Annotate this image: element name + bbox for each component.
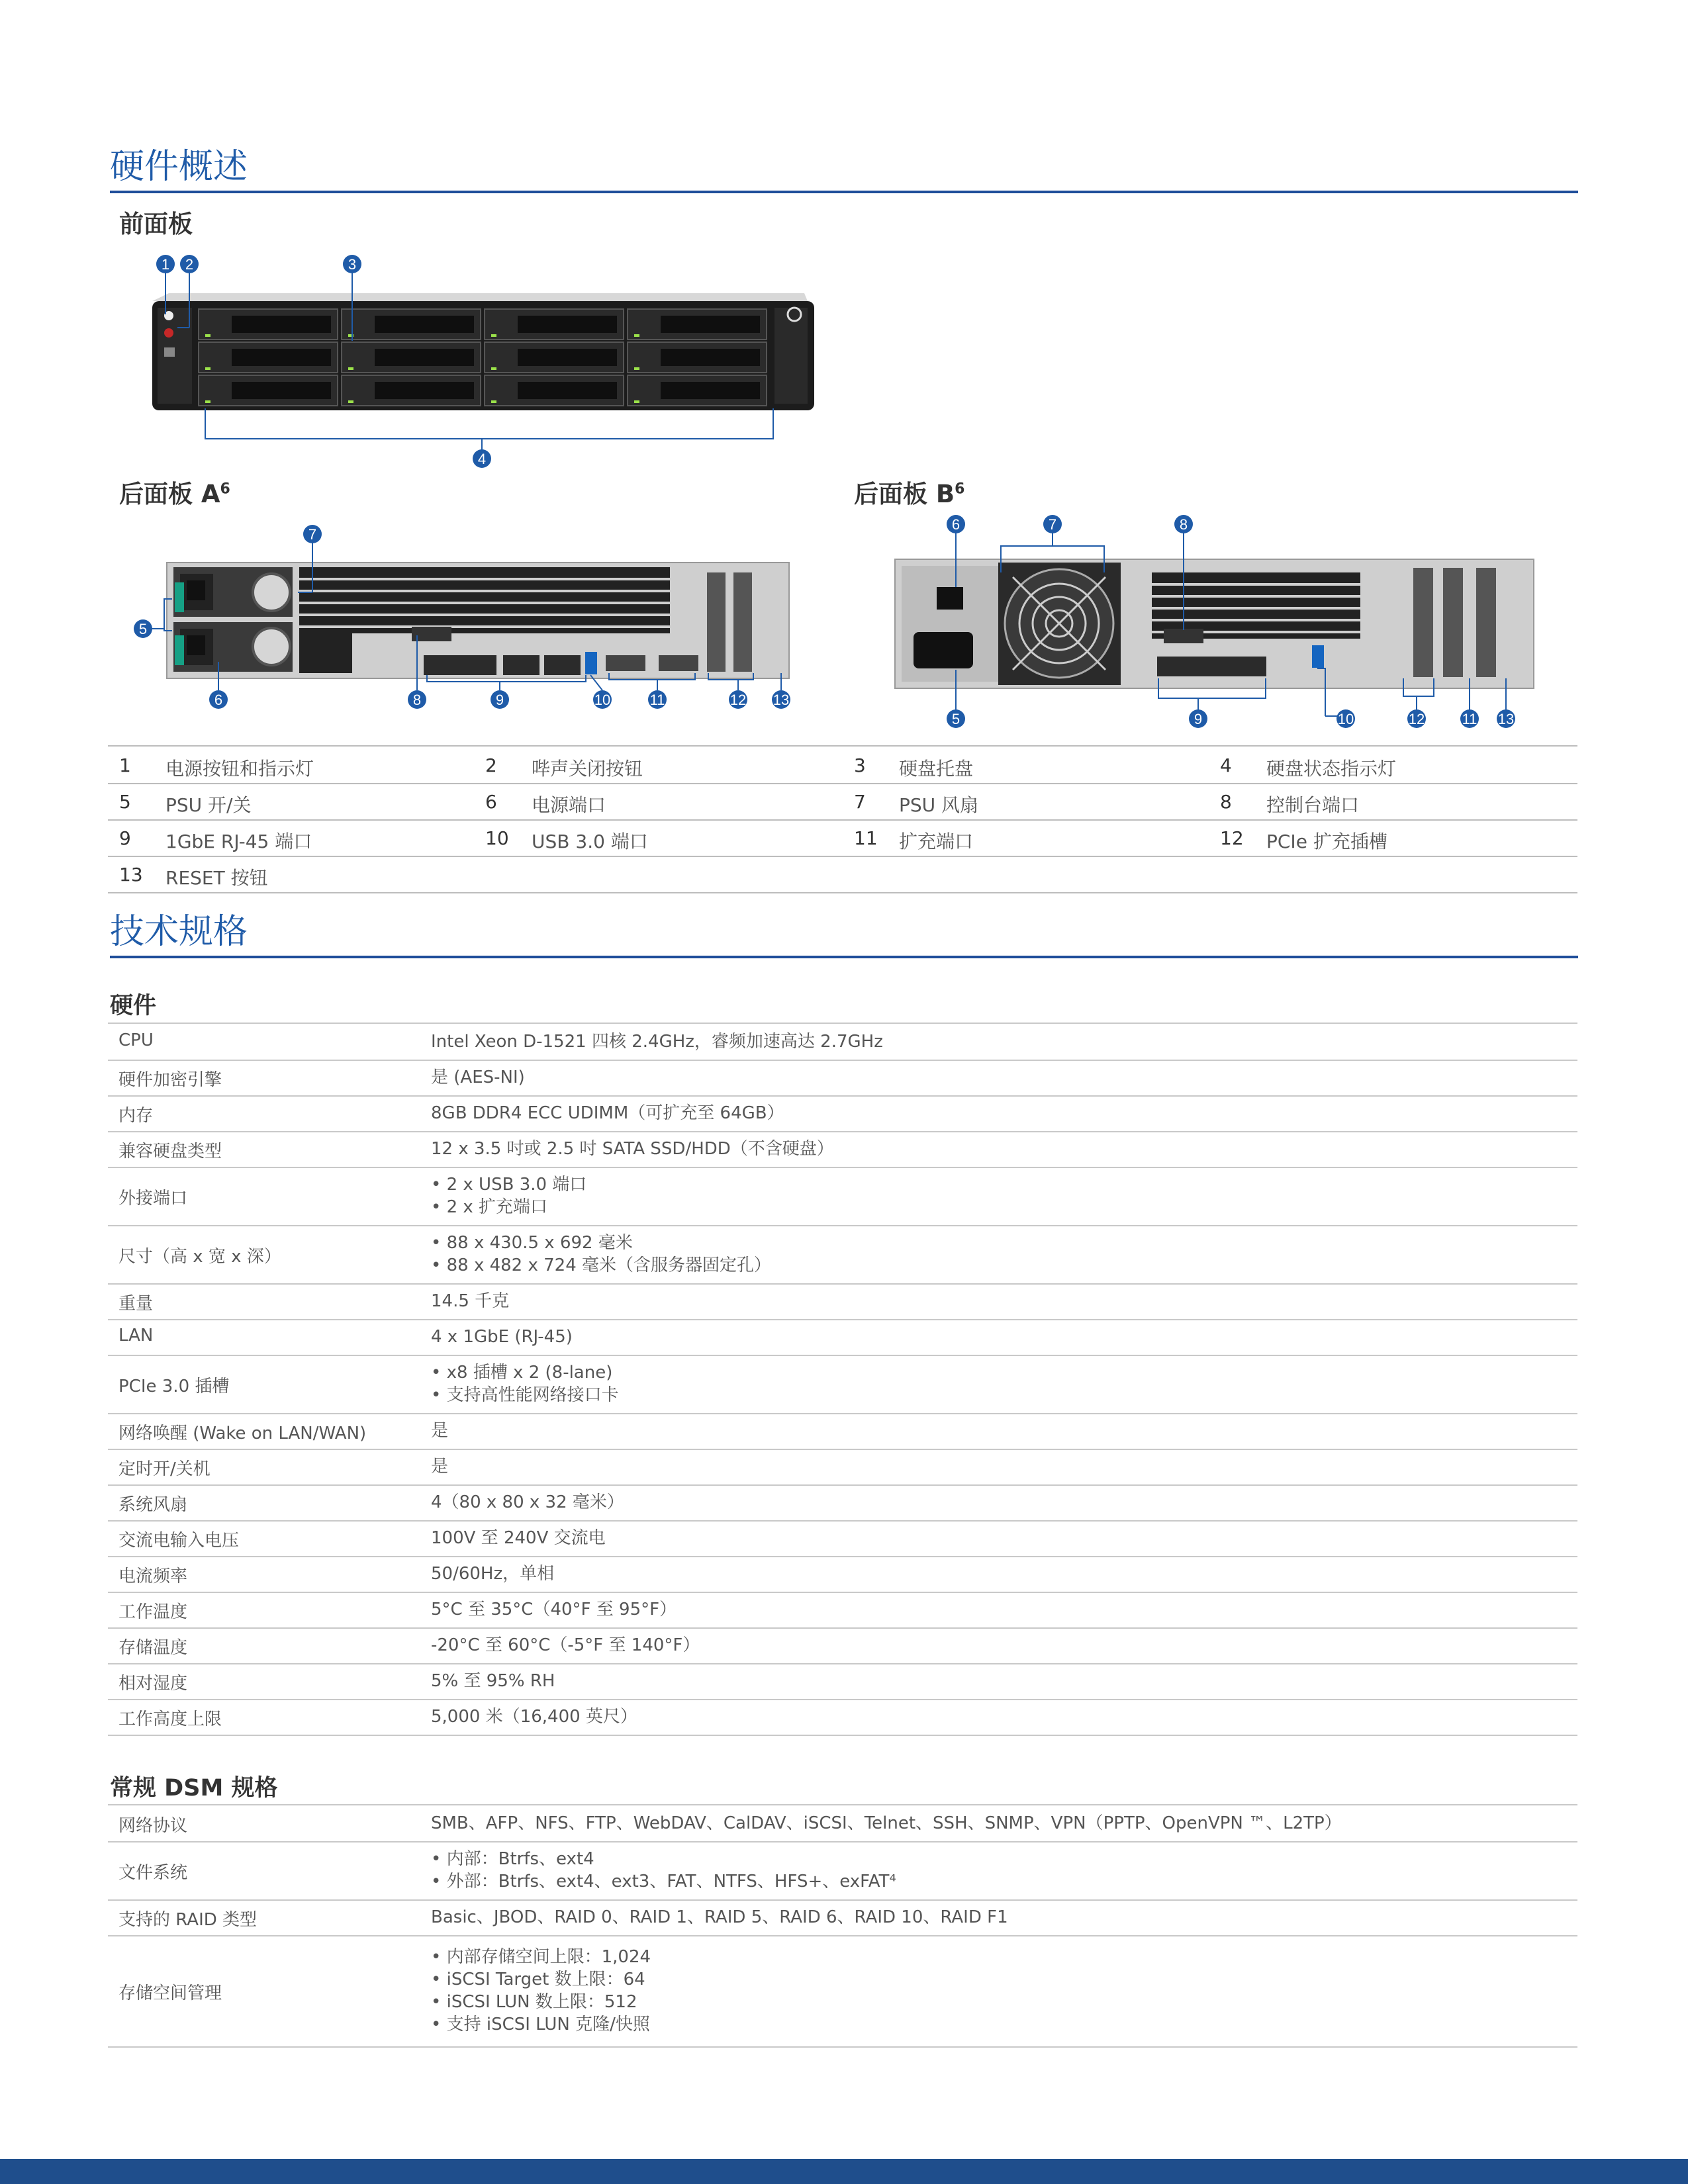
legend-label: 硬盘状态指示灯 — [1266, 758, 1397, 780]
spec-value-line: 5% 至 95% RH — [431, 1671, 555, 1691]
legend-label: PSU 风扇 — [899, 794, 979, 816]
legend-number: 4 — [1220, 754, 1232, 776]
spec-value — [431, 1232, 771, 1277]
legend-number: 8 — [1220, 791, 1232, 813]
svg-text:6: 6 — [951, 516, 961, 533]
spec-value — [431, 1848, 896, 1893]
legend-row — [108, 747, 1577, 784]
spec-value-line: • 内部：Btrfs、ext4 — [431, 1849, 594, 1869]
spec-key: 兼容硬盘类型 — [118, 1142, 222, 1161]
spec-key: 系统风扇 — [118, 1495, 188, 1515]
spec-value — [431, 1946, 651, 2036]
spec-value-line: • 88 x 430.5 x 692 毫米 — [431, 1233, 633, 1253]
svg-text:13: 13 — [1497, 711, 1515, 727]
spec-value — [431, 1598, 677, 1621]
legend-number: 11 — [854, 827, 878, 849]
rear-panel-b-image — [887, 510, 1549, 728]
legend-label: 哔声关闭按钮 — [532, 758, 643, 780]
spec-key: 定时开/关机 — [118, 1459, 211, 1479]
legend-number: 10 — [485, 827, 509, 849]
spec-key: 工作温度 — [118, 1602, 188, 1622]
spec-key: 电流频率 — [118, 1567, 188, 1586]
rear-panel-a-image — [126, 520, 808, 728]
spec-row — [108, 1283, 1577, 1320]
spec-value-line: 4（80 x 80 x 32 毫米） — [431, 1492, 624, 1512]
svg-text:7: 7 — [308, 526, 317, 543]
spec-row — [108, 1024, 1577, 1061]
legend-row — [108, 856, 1577, 893]
legend-number: 5 — [119, 791, 131, 813]
legend-label: USB 3.0 端口 — [532, 831, 648, 852]
spec-row — [108, 1935, 1577, 2048]
svg-text:11: 11 — [1462, 711, 1477, 727]
svg-text:9: 9 — [495, 692, 504, 708]
spec-value-line: • iSCSI Target 数上限：64 — [431, 1970, 645, 1989]
svg-text:7: 7 — [1048, 516, 1057, 533]
legend-label: PCIe 扩充插槽 — [1266, 831, 1387, 852]
legend-label: 硬盘托盘 — [899, 758, 974, 780]
spec-value-line: • 支持高性能网络接口卡 — [431, 1385, 619, 1405]
spec-value-line: 5°C 至 35°C（40°F 至 95°F） — [431, 1600, 677, 1619]
spec-key: 外接端口 — [118, 1189, 188, 1208]
spec-row — [108, 1592, 1577, 1629]
spec-key: 硬件加密引擎 — [118, 1070, 222, 1090]
spec-row — [108, 1484, 1577, 1522]
spec-value — [431, 1361, 619, 1406]
spec-key: CPU — [118, 1030, 154, 1050]
legend-number: 13 — [119, 864, 143, 886]
spec-key: 尺寸（高 x 宽 x 深） — [118, 1247, 281, 1267]
legend-row — [108, 783, 1577, 821]
spec-value-line: • 支持 iSCSI LUN 克隆/快照 — [431, 2015, 650, 2034]
spec-value-line: 是 — [431, 1421, 449, 1441]
spec-value-line: SMB、AFP、NFS、FTP、WebDAV、CalDAV、iSCSI、Telnet、SSH、SNMP、VPN（PPTP、OpenVPN ™、L2TP） — [431, 1813, 1342, 1833]
legend-number: 7 — [854, 791, 866, 813]
spec-value-line: 100V 至 240V 交流电 — [431, 1528, 606, 1548]
svg-text:1: 1 — [161, 256, 170, 273]
spec-value-line: • x8 插槽 x 2 (8-lane) — [431, 1363, 613, 1383]
spec-value — [431, 1290, 509, 1312]
dsm-heading: 常规 DSM 规格 — [110, 1775, 278, 1801]
spec-row — [108, 1663, 1577, 1700]
spec-row — [108, 1805, 1577, 1843]
spec-value-line: • 2 x 扩充端口 — [431, 1197, 548, 1217]
svg-text:6: 6 — [214, 692, 223, 708]
spec-key: 支持的 RAID 类型 — [118, 1910, 258, 1930]
spec-value — [431, 1173, 586, 1218]
hardware-heading: 硬件 — [110, 993, 157, 1019]
svg-text:11: 11 — [649, 692, 665, 708]
spec-value — [431, 1706, 637, 1728]
rear-panel-b-heading: 后面板 $B^6$ — [854, 480, 965, 508]
spec-key: 存储空间管理 — [118, 1983, 222, 2003]
spec-value — [431, 1138, 834, 1160]
spec-value-line: • 外部：Btrfs、ext4、ext3、FAT、NTFS、HFS+、exFAT⁴ — [431, 1872, 896, 1891]
spec-value-line: 4 x 1GbE (RJ-45) — [431, 1327, 573, 1347]
spec-row — [108, 1841, 1577, 1901]
spec-value — [431, 1066, 525, 1089]
section-title-spec: 技术规格 — [110, 915, 1578, 958]
svg-text:8: 8 — [412, 692, 422, 708]
spec-value-line: 12 x 3.5 吋或 2.5 吋 SATA SSD/HDD（不含硬盘） — [431, 1139, 834, 1159]
spec-value — [431, 1634, 700, 1657]
spec-value-line: Basic、JBOD、RAID 0、RAID 1、RAID 5、RAID 6、RAID 10、RAID F1 — [431, 1907, 1008, 1927]
spec-row — [108, 1699, 1577, 1736]
legend-number: 12 — [1220, 827, 1244, 849]
spec-key: 交流电输入电压 — [118, 1531, 240, 1551]
footer-bar — [0, 2159, 1688, 2184]
legend-label: PSU 开/关 — [165, 794, 252, 816]
spec-key: 重量 — [118, 1294, 154, 1314]
spec-value-line: 14.5 千克 — [431, 1291, 510, 1311]
spec-value-line: 5,000 米（16,400 英尺） — [431, 1707, 637, 1727]
svg-text:3: 3 — [348, 256, 357, 273]
spec-value — [431, 1563, 554, 1585]
legend-number: 2 — [485, 754, 497, 776]
spec-key: 网络协议 — [118, 1816, 188, 1836]
svg-text:8: 8 — [1179, 516, 1188, 533]
legend-label: 扩充端口 — [899, 831, 974, 852]
legend-label: 电源按钮和指示灯 — [165, 758, 314, 780]
svg-text:9: 9 — [1194, 711, 1203, 727]
svg-text:10: 10 — [1337, 711, 1354, 727]
spec-key: 工作高度上限 — [118, 1709, 222, 1729]
spec-value-line: -20°C 至 60°C（-5°F 至 140°F） — [431, 1635, 700, 1655]
spec-key: 相对湿度 — [118, 1674, 188, 1694]
spec-value-line: 是 (AES-NI) — [431, 1068, 525, 1087]
svg-text:5: 5 — [951, 711, 961, 727]
svg-text:13: 13 — [773, 692, 790, 708]
spec-value-line: • 88 x 482 x 724 毫米（含服务器固定孔） — [431, 1255, 772, 1275]
legend-row — [108, 819, 1577, 857]
spec-row — [108, 1449, 1577, 1486]
spec-row — [108, 1095, 1577, 1132]
spec-value — [431, 1455, 448, 1478]
spec-key: 网络唤醒 (Wake on LAN/WAN) — [118, 1424, 367, 1443]
svg-text:5: 5 — [138, 621, 148, 637]
spec-row — [108, 1556, 1577, 1593]
legend-number: 6 — [485, 791, 497, 813]
spec-row — [108, 1413, 1577, 1450]
legend-label: 1GbE RJ-45 端口 — [165, 831, 312, 852]
spec-value — [431, 1326, 573, 1348]
spec-value-line: 是 — [431, 1457, 449, 1477]
svg-text:2: 2 — [185, 256, 194, 273]
spec-value — [431, 1030, 883, 1053]
spec-value — [431, 1420, 448, 1442]
legend-number: 3 — [854, 754, 866, 776]
legend-label: 控制台端口 — [1266, 794, 1360, 816]
spec-value-line: 8GB DDR4 ECC UDIMM（可扩充至 64GB） — [431, 1103, 784, 1123]
legend-number: 9 — [119, 827, 131, 849]
svg-text:4: 4 — [477, 451, 487, 467]
spec-row — [108, 1167, 1577, 1226]
rear-panel-a-heading: 后面板 $A^6$ — [119, 480, 230, 508]
spec-row — [108, 1899, 1577, 1936]
spec-row — [108, 1520, 1577, 1557]
spec-value-line: • 内部存储空间上限：1,024 — [431, 1947, 651, 1967]
spec-row — [108, 1319, 1577, 1356]
spec-value-line: • 2 x USB 3.0 端口 — [431, 1175, 587, 1195]
spec-key: 内存 — [118, 1106, 154, 1126]
spec-row — [108, 1060, 1577, 1097]
spec-value-line: Intel Xeon D-1521 四核 2.4GHz，睿频加速高达 2.7GHz — [431, 1032, 883, 1052]
spec-value — [431, 1527, 606, 1549]
svg-text:12: 12 — [729, 692, 747, 708]
legend-label: 电源端口 — [532, 794, 606, 816]
spec-value — [431, 1102, 784, 1124]
legend-number: 1 — [119, 754, 131, 776]
spec-row — [108, 1355, 1577, 1414]
spec-value — [431, 1906, 1008, 1929]
spec-key: PCIe 3.0 插槽 — [118, 1377, 230, 1396]
svg-text:10: 10 — [594, 692, 611, 708]
spec-key: 文件系统 — [118, 1863, 188, 1883]
spec-value — [431, 1670, 555, 1692]
spec-value — [431, 1812, 1342, 1835]
legend-label: RESET 按钮 — [165, 867, 268, 889]
spec-value-line: • iSCSI LUN 数上限：512 — [431, 1992, 637, 2012]
section-title-overview: 硬件概述 — [110, 150, 1578, 193]
svg-text:12: 12 — [1408, 711, 1425, 727]
spec-value — [431, 1491, 624, 1514]
spec-key: 存储温度 — [118, 1638, 188, 1658]
spec-row — [108, 1131, 1577, 1168]
spec-key: LAN — [118, 1326, 154, 1345]
spec-row — [108, 1225, 1577, 1285]
spec-row — [108, 1627, 1577, 1664]
front-panel-image — [139, 248, 827, 473]
spec-value-line: 50/60Hz，单相 — [431, 1564, 555, 1584]
front-panel-heading: 前面板 — [119, 210, 193, 238]
